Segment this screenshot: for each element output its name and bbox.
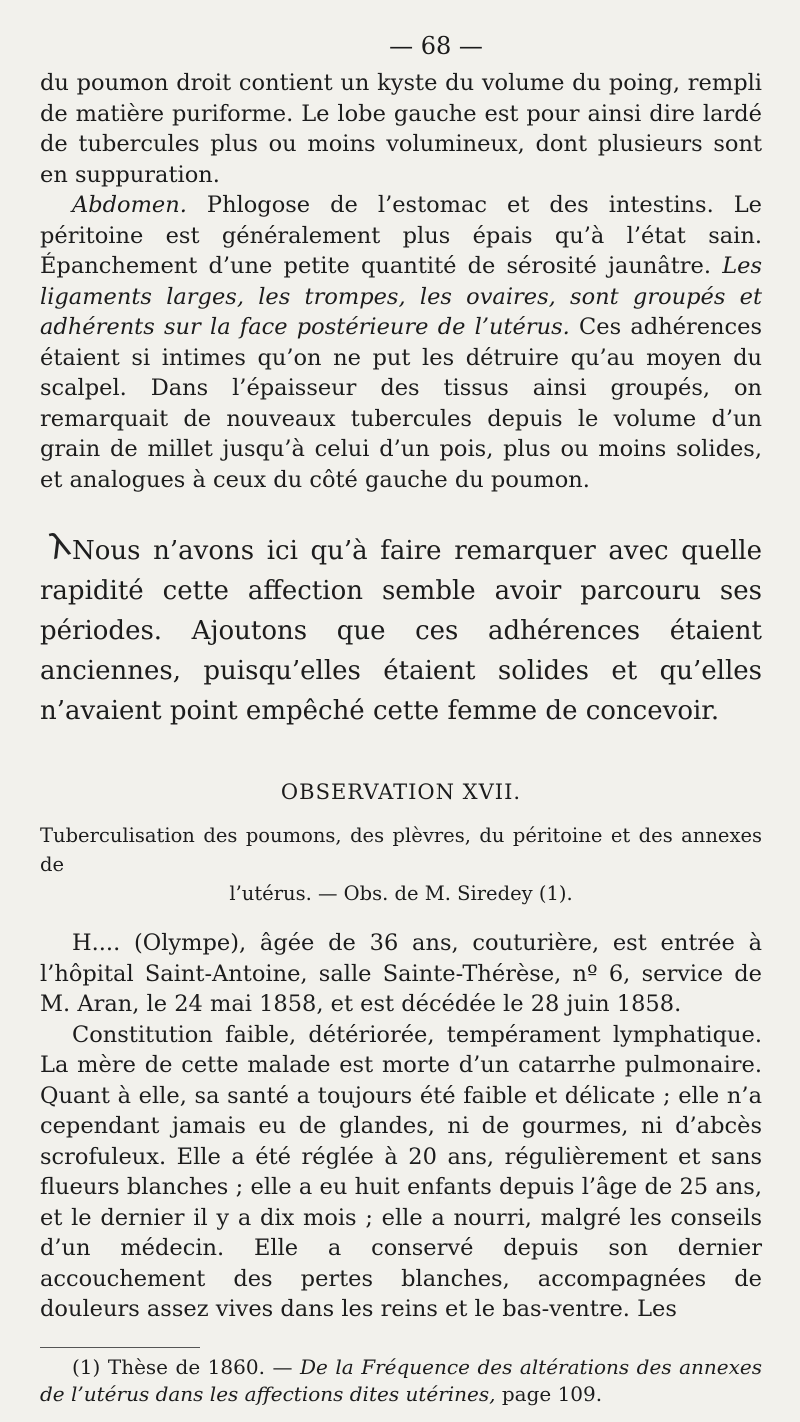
remark-text: Nous n’avons ici qu’à faire remarquer avec quelle rapidité cette affection semble avoir parcouru ses périodes. Ajoutons que ces adhérences étaient anciennes, puisqu’elles étaient solides et qu’elles n’avaient point empêché cette femme de concevoir. (40, 536, 762, 726)
document-page (40, 28, 762, 1408)
remark-paragraph (40, 523, 762, 731)
observation-subtitle (40, 821, 762, 908)
observation-title: OBSERVATION XVII. (280, 780, 522, 804)
abdomen-end: Ces adhérences étaient si intimes qu’on ne put les détruire qu’au moyen du scalpel. Dans l’épaisseur des tissus ainsi groupés, on remarquait de nouveaux tubercules depuis le volume d’un grain de millet jusqu’à celui d’un pois, plus ou moins solides, et analogues à ceux du côté gauche du poumon. (40, 314, 762, 493)
page-number: — 68 — (389, 32, 483, 60)
case-report (40, 928, 762, 1325)
case-paragraph-1: H.... (Olympe), âgée de 36 ans, couturière, est entrée à l’hôpital Saint-Antoine, salle Sainte-Thérèse, nº 6, service de M. Aran, le 24 mai 1858, et est décédée le 28 juin 1858. (40, 930, 762, 1017)
case-paragraph-2: Constitution faible, détériorée, tempérament lymphatique. La mère de cette malade est morte d’un catarrhe pulmonaire. Quant à elle, sa santé a toujours été faible et délicate ; elle n’a cependant jamais eu de glandes, ni de gourmes, ni d’abcès scrofuleux. Elle a été réglée à 20 ans, régulièrement et sans flueurs blanches ; elle a eu huit enfants depuis l’âge de 25 ans, et le dernier il y a dix mois ; elle a nourri, malgré les conseils d’un médecin. Elle a conservé depuis son dernier accouchement des pertes blanches, accompagnées de douleurs assez vives dans les reins et le bas-ventre. Les (40, 1021, 762, 1322)
footnote-lead: (1) Thèse de 1860. — (72, 1354, 300, 1379)
observation-subtitle-line1: Tuberculisation des poumons, des plèvres, du péritoine et des annexes de (40, 824, 762, 876)
footnote-italic: De la Fréquence des altérations des annexes de l’utérus dans les affections dites utérines, (40, 1354, 762, 1406)
abdomen-label: Abdomen. (72, 192, 187, 218)
paragraph-lung: du poumon droit contient un kyste du volume du poing, rempli de matière puriforme. Le lobe gauche est pour ainsi dire lardé de tubercules plus ou moins volumineux, dont plusieurs sont en suppuration. (40, 70, 762, 188)
abdomen-italic: Les ligaments larges, les trompes, les ovaires, sont groupés et adhérents sur la face postérieure de l’utérus. (40, 253, 762, 340)
paragraph-abdomen (40, 190, 762, 495)
footnote (40, 1354, 762, 1408)
handwritten-mark-icon: λ (43, 523, 76, 569)
footnote-end: page 109. (495, 1381, 603, 1406)
abdomen-text: Phlogose de l’estomac et des intestins. Le péritoine est généralement plus épais qu’à l’état sain. Épanchement d’une petite quantité de sérosité jaunâtre. (40, 192, 762, 279)
footnote-divider (40, 1347, 200, 1348)
observation-subtitle-line2: l’utérus. — Obs. de M. Siredey (1). (229, 882, 573, 905)
